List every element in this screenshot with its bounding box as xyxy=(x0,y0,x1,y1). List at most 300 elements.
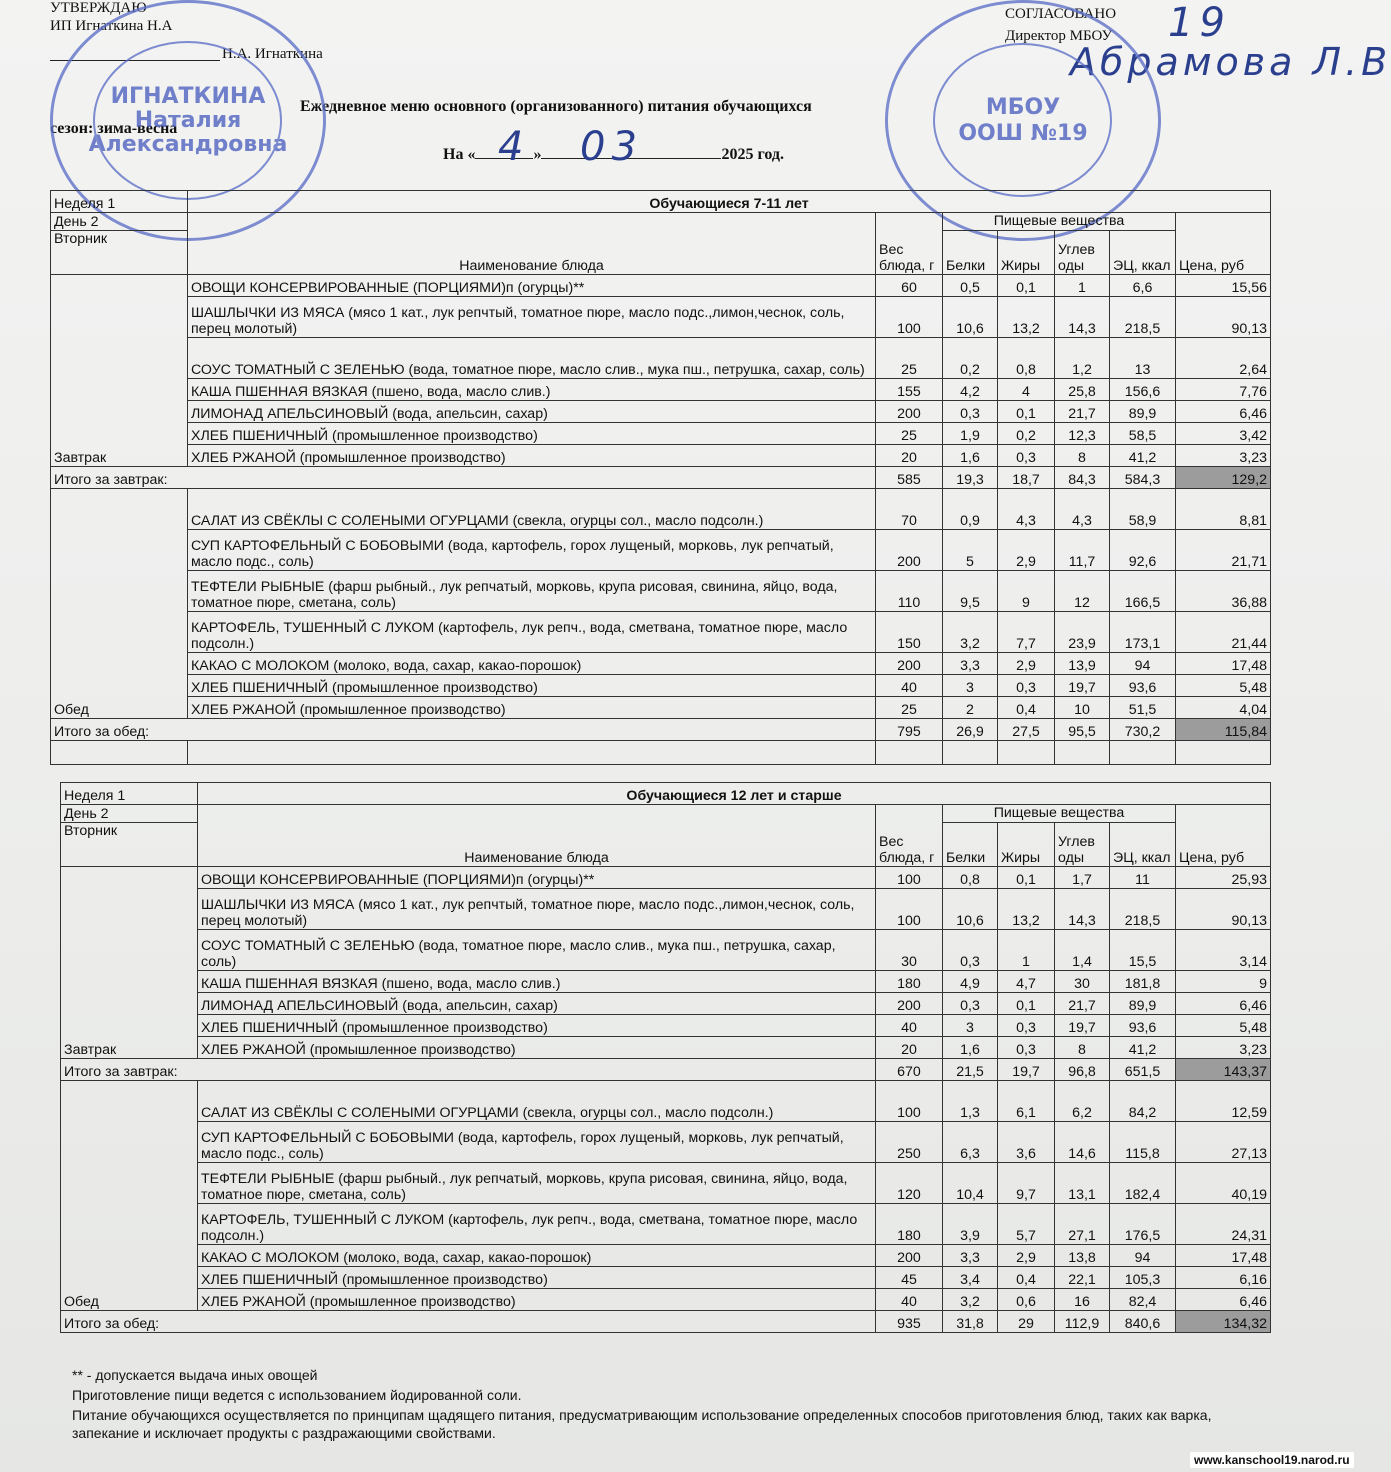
blank-row xyxy=(51,741,1271,765)
price-header: Цена, руб xyxy=(1176,213,1271,275)
approver-name: Н.А. Игнаткина xyxy=(222,46,323,62)
nutrient-value: 60 xyxy=(876,275,943,297)
table-row xyxy=(51,612,1271,653)
total-value: 670 xyxy=(876,1059,943,1081)
dish-name: КАША ПШЕННАЯ ВЯЗКАЯ (пшено, вода, масло слив.) xyxy=(188,379,876,401)
nutrient-value: 6,6 xyxy=(1110,275,1176,297)
table-row xyxy=(51,571,1271,612)
week-label: Неделя 1 xyxy=(51,191,188,213)
meal-name: Завтрак xyxy=(51,275,188,467)
date-line: На « » 2025 год. xyxy=(443,146,784,163)
nutrient-value: 8 xyxy=(1055,1037,1110,1059)
nutrient-value: 0,4 xyxy=(998,697,1055,719)
dish-name: ХЛЕБ ПШЕНИЧНЫЙ (промышленное производство) xyxy=(198,1267,876,1289)
table-row xyxy=(51,191,1271,213)
approve-label: УТВЕРЖДАЮ xyxy=(50,0,147,16)
dish-name: ХЛЕБ ПШЕНИЧНЫЙ (промышленное производство) xyxy=(188,423,876,445)
nutrient-value: 10,6 xyxy=(943,889,998,930)
nutrient-value: 0,3 xyxy=(943,401,998,423)
total-value: 795 xyxy=(876,719,943,741)
nutrient-value: 58,9 xyxy=(1110,489,1176,530)
nutrient-value: 1 xyxy=(998,930,1055,971)
nutrient-value: 93,6 xyxy=(1110,1015,1176,1037)
nutrient-value: 40 xyxy=(876,675,943,697)
dish-price: 3,23 xyxy=(1176,445,1271,467)
dish-price: 7,76 xyxy=(1176,379,1271,401)
season-label: сезон: зима-весна xyxy=(50,120,178,137)
total-value: 730,2 xyxy=(1110,719,1176,741)
nutrient-value: 15,5 xyxy=(1110,930,1176,971)
nutrient-value: 0,1 xyxy=(998,993,1055,1015)
nutrient-value: 21,7 xyxy=(1055,993,1110,1015)
nutrient-value: 16 xyxy=(1055,1289,1110,1311)
total-price: 129,2 xyxy=(1176,467,1271,489)
nutrient-value: 9,5 xyxy=(943,571,998,612)
weight-header: Вес блюда, г xyxy=(876,213,943,275)
nutrient-value: 0,1 xyxy=(998,275,1055,297)
energy-header: ЭЦ, ккал xyxy=(1110,823,1176,867)
dish-name: ТЕФТЕЛИ РЫБНЫЕ (фарш рыбный., лук репчатый, морковь, крупа рисовая, свинина, яйцо, вода, томатное пюре, сметана, соль) xyxy=(188,571,876,612)
total-value: 31,8 xyxy=(943,1311,998,1333)
nutrient-value: 0,5 xyxy=(943,275,998,297)
total-value: 29 xyxy=(998,1311,1055,1333)
table-row xyxy=(51,423,1271,445)
dish-price: 4,04 xyxy=(1176,697,1271,719)
dish-name: ХЛЕБ РЖАНОЙ (промышленное производство) xyxy=(188,697,876,719)
blank-cell xyxy=(943,741,998,765)
table-row xyxy=(61,889,1271,930)
group-title: Обучающиеся 12 лет и старше xyxy=(198,783,1271,805)
dish-name: ХЛЕБ РЖАНОЙ (промышленное производство) xyxy=(198,1289,876,1311)
blank-cell xyxy=(1176,741,1271,765)
nutrient-value: 218,5 xyxy=(1110,297,1176,338)
dish-name: СУП КАРТОФЕЛЬНЫЙ С БОБОВЫМИ (вода, картофель, горох лущеный, морковь, лук репчатый, масло подс., соль) xyxy=(188,530,876,571)
nutrient-value: 3 xyxy=(943,1015,998,1037)
dish-price: 6,46 xyxy=(1176,1289,1271,1311)
agree-label: СОГЛАСОВАНО xyxy=(1005,6,1117,22)
nutrient-value: 173,1 xyxy=(1110,612,1176,653)
nutrient-value: 0,3 xyxy=(998,675,1055,697)
dish-name: САЛАТ ИЗ СВЁКЛЫ С СОЛЕНЫМИ ОГУРЦАМИ (свекла, огурцы сол., масло подсолн.) xyxy=(188,489,876,530)
nutrient-value: 0,1 xyxy=(998,867,1055,889)
nutrient-value: 25 xyxy=(876,338,943,379)
nutrient-value: 5,7 xyxy=(998,1204,1055,1245)
table-row xyxy=(51,653,1271,675)
table-row xyxy=(61,1163,1271,1204)
nutrient-value: 13,1 xyxy=(1055,1163,1110,1204)
nutrient-value: 181,8 xyxy=(1110,971,1176,993)
total-price: 134,32 xyxy=(1176,1311,1271,1333)
total-label: Итого за завтрак: xyxy=(51,467,876,489)
total-value: 840,6 xyxy=(1110,1311,1176,1333)
left-stamp-text: ИГНАТКИНА Наталия Александровна xyxy=(88,83,288,157)
nutrient-value: 13,2 xyxy=(998,297,1055,338)
dish-name: КАКАО С МОЛОКОМ (молоко, вода, сахар, какао-порошок) xyxy=(198,1245,876,1267)
approver-org: ИП Игнаткина Н.А xyxy=(50,18,173,34)
blank-cell xyxy=(1055,741,1110,765)
dish-price: 5,48 xyxy=(1176,1015,1271,1037)
nutrient-value: 0,8 xyxy=(943,867,998,889)
nutrient-value: 100 xyxy=(876,889,943,930)
total-value: 935 xyxy=(876,1311,943,1333)
meal-name: Обед xyxy=(51,489,188,719)
dish-name: ХЛЕБ РЖАНОЙ (промышленное производство) xyxy=(188,445,876,467)
nutrient-value: 22,1 xyxy=(1055,1267,1110,1289)
dish-name: ШАШЛЫЧКИ ИЗ МЯСА (мясо 1 кат., лук репчтый, томатное пюре, масло подс.,лимон,чеснок, соль, перец молотый) xyxy=(198,889,876,930)
nutrient-value: 82,4 xyxy=(1110,1289,1176,1311)
dish-name: САЛАТ ИЗ СВЁКЛЫ С СОЛЕНЫМИ ОГУРЦАМИ (свекла, огурцы сол., масло подсолн.) xyxy=(198,1081,876,1122)
nutrient-value: 3,2 xyxy=(943,1289,998,1311)
nutrient-value: 14,6 xyxy=(1055,1122,1110,1163)
nutrient-value: 2 xyxy=(943,697,998,719)
dish-price: 5,48 xyxy=(1176,675,1271,697)
meal-name: Завтрак xyxy=(61,867,198,1059)
table-row xyxy=(61,1015,1271,1037)
menu-table-12-plus xyxy=(60,782,1271,1333)
nutrient-value: 27,1 xyxy=(1055,1204,1110,1245)
nutrient-value: 180 xyxy=(876,1204,943,1245)
dish-price: 27,13 xyxy=(1176,1122,1271,1163)
dish-price: 6,46 xyxy=(1176,401,1271,423)
nutrient-value: 25,8 xyxy=(1055,379,1110,401)
dish-price: 36,88 xyxy=(1176,571,1271,612)
day-label: День 2 xyxy=(51,213,188,231)
dish-name: ХЛЕБ ПШЕНИЧНЫЙ (промышленное производство) xyxy=(198,1015,876,1037)
table-row xyxy=(51,338,1271,379)
total-label: Итого за обед: xyxy=(61,1311,876,1333)
nutrient-value: 1,4 xyxy=(1055,930,1110,971)
table-row xyxy=(51,401,1271,423)
nutrient-value: 25 xyxy=(876,423,943,445)
total-value: 95,5 xyxy=(1055,719,1110,741)
total-value: 584,3 xyxy=(1110,467,1176,489)
table-row xyxy=(61,1289,1271,1311)
table-row xyxy=(61,1081,1271,1122)
nutrient-value: 218,5 xyxy=(1110,889,1176,930)
dish-name: СУП КАРТОФЕЛЬНЫЙ С БОБОВЫМИ (вода, картофель, горох лущеный, морковь, лук репчатый, масло подс., соль) xyxy=(198,1122,876,1163)
dish-name: СОУС ТОМАТНЫЙ С ЗЕЛЕНЬЮ (вода, томатное пюре, масло слив., мука пш., петрушка, сахар, соль) xyxy=(188,338,876,379)
total-value: 112,9 xyxy=(1055,1311,1110,1333)
table-row xyxy=(51,275,1271,297)
dish-price: 40,19 xyxy=(1176,1163,1271,1204)
nutrient-value: 14,3 xyxy=(1055,297,1110,338)
handwritten-month: 03 xyxy=(580,124,643,170)
nutrient-value: 20 xyxy=(876,445,943,467)
total-value: 26,9 xyxy=(943,719,998,741)
handwritten-day: 4 xyxy=(498,124,530,170)
total-value: 96,8 xyxy=(1055,1059,1110,1081)
nutrient-value: 13,8 xyxy=(1055,1245,1110,1267)
nutrient-value: 41,2 xyxy=(1110,445,1176,467)
nutrient-value: 156,6 xyxy=(1110,379,1176,401)
nutrient-value: 100 xyxy=(876,1081,943,1122)
dish-price: 17,48 xyxy=(1176,653,1271,675)
nutrient-value: 1,6 xyxy=(943,1037,998,1059)
nutrient-value: 200 xyxy=(876,993,943,1015)
total-value: 27,5 xyxy=(998,719,1055,741)
total-value: 18,7 xyxy=(998,467,1055,489)
table-row xyxy=(51,379,1271,401)
dish-name: ХЛЕБ РЖАНОЙ (промышленное производство) xyxy=(198,1037,876,1059)
nutrient-value: 45 xyxy=(876,1267,943,1289)
total-row xyxy=(61,1059,1271,1081)
blank-cell xyxy=(188,741,876,765)
menu-table-7-11 xyxy=(50,190,1271,765)
total-label: Итого за обед: xyxy=(51,719,876,741)
nutrient-value: 13 xyxy=(1110,338,1176,379)
total-value: 585 xyxy=(876,467,943,489)
nutrient-value: 2,9 xyxy=(998,653,1055,675)
table-row xyxy=(51,697,1271,719)
dish-name: ОВОЩИ КОНСЕРВИРОВАННЫЕ (ПОРЦИЯМИ)п (огурцы)** xyxy=(198,867,876,889)
dish-price: 24,31 xyxy=(1176,1204,1271,1245)
nutrient-value: 120 xyxy=(876,1163,943,1204)
fat-header: Жиры xyxy=(998,823,1055,867)
nutrient-value: 6,3 xyxy=(943,1122,998,1163)
dish-name: ОВОЩИ КОНСЕРВИРОВАННЫЕ (ПОРЦИЯМИ)п (огурцы)** xyxy=(188,275,876,297)
nutrient-value: 1,2 xyxy=(1055,338,1110,379)
dish-price: 6,46 xyxy=(1176,993,1271,1015)
dish-header: Наименование блюда xyxy=(198,805,876,867)
nutrient-value: 11,7 xyxy=(1055,530,1110,571)
nutrient-value: 19,7 xyxy=(1055,1015,1110,1037)
total-row xyxy=(51,467,1271,489)
nutrient-value: 10,4 xyxy=(943,1163,998,1204)
nutrient-value: 2,9 xyxy=(998,1245,1055,1267)
handwritten-number: 19 xyxy=(1168,0,1231,46)
nutrient-value: 0,3 xyxy=(998,445,1055,467)
nutrient-value: 12,3 xyxy=(1055,423,1110,445)
table-row xyxy=(61,805,1271,823)
week-label: Неделя 1 xyxy=(61,783,198,805)
nutrient-value: 1 xyxy=(1055,275,1110,297)
dish-name: СОУС ТОМАТНЫЙ С ЗЕЛЕНЬЮ (вода, томатное пюре, масло слив., мука пш., петрушка, сахар, соль) xyxy=(198,930,876,971)
protein-header: Белки xyxy=(943,231,998,275)
nutrient-value: 3,3 xyxy=(943,1245,998,1267)
table-row xyxy=(51,213,1271,231)
price-header: Цена, руб xyxy=(1176,805,1271,867)
nutrient-value: 166,5 xyxy=(1110,571,1176,612)
total-row xyxy=(51,719,1271,741)
footnote-vegetables: ** - допускается выдача иных овощей xyxy=(72,1367,318,1383)
nutrient-value: 150 xyxy=(876,612,943,653)
table-row xyxy=(61,1204,1271,1245)
dish-price: 21,71 xyxy=(1176,530,1271,571)
nutrient-value: 4,3 xyxy=(1055,489,1110,530)
dish-name: ХЛЕБ ПШЕНИЧНЫЙ (промышленное производство) xyxy=(188,675,876,697)
table-row xyxy=(61,1245,1271,1267)
nutrient-value: 105,3 xyxy=(1110,1267,1176,1289)
dish-name: КАША ПШЕННАЯ ВЯЗКАЯ (пшено, вода, масло слив.) xyxy=(198,971,876,993)
nutrient-value: 180 xyxy=(876,971,943,993)
nutrient-value: 4,7 xyxy=(998,971,1055,993)
table-row xyxy=(51,489,1271,530)
blank-cell xyxy=(51,741,188,765)
total-row xyxy=(61,1311,1271,1333)
dish-price: 15,56 xyxy=(1176,275,1271,297)
nutrient-value: 89,9 xyxy=(1110,993,1176,1015)
watermark-url: www.kanschool19.narod.ru xyxy=(1190,1452,1354,1468)
nutrient-value: 0,6 xyxy=(998,1289,1055,1311)
nutrient-value: 6,2 xyxy=(1055,1081,1110,1122)
total-value: 84,3 xyxy=(1055,467,1110,489)
nutrient-value: 0,4 xyxy=(998,1267,1055,1289)
nutrient-value: 3,4 xyxy=(943,1267,998,1289)
dish-price: 25,93 xyxy=(1176,867,1271,889)
nutrient-value: 0,2 xyxy=(998,423,1055,445)
dish-price: 21,44 xyxy=(1176,612,1271,653)
nutrient-value: 100 xyxy=(876,297,943,338)
nutrient-value: 4 xyxy=(998,379,1055,401)
nutrient-value: 3,3 xyxy=(943,653,998,675)
nutrient-value: 0,2 xyxy=(943,338,998,379)
day-label: День 2 xyxy=(61,805,198,823)
table-row xyxy=(61,1122,1271,1163)
nutrient-value: 0,3 xyxy=(998,1015,1055,1037)
table-row xyxy=(51,675,1271,697)
nutrient-value: 9 xyxy=(998,571,1055,612)
group-title: Обучающиеся 7-11 лет xyxy=(188,191,1271,213)
dish-price: 90,13 xyxy=(1176,889,1271,930)
nutrient-value: 10,6 xyxy=(943,297,998,338)
footnote-diet: Питание обучающихся осуществляется по принципам щадящего питания, предусматривающим использование определенных способов приготовления блюд, таких как варка, запекание и исключает продукты с раздражающими свойствами. xyxy=(72,1407,1212,1441)
nutrient-value: 19,7 xyxy=(1055,675,1110,697)
nutrient-value: 176,5 xyxy=(1110,1204,1176,1245)
total-value: 19,7 xyxy=(998,1059,1055,1081)
nutrient-value: 3,2 xyxy=(943,612,998,653)
nutrient-value: 250 xyxy=(876,1122,943,1163)
nutrient-value: 6,1 xyxy=(998,1081,1055,1122)
nutrients-header: Пищевые вещества xyxy=(943,213,1176,231)
table-row xyxy=(61,1267,1271,1289)
total-price: 143,37 xyxy=(1176,1059,1271,1081)
table-row xyxy=(61,993,1271,1015)
nutrient-value: 89,9 xyxy=(1110,401,1176,423)
nutrient-value: 110 xyxy=(876,571,943,612)
dish-price: 3,42 xyxy=(1176,423,1271,445)
dish-price: 3,14 xyxy=(1176,930,1271,971)
nutrient-value: 0,8 xyxy=(998,338,1055,379)
table-row xyxy=(51,530,1271,571)
carbs-header: Углев оды xyxy=(1055,231,1110,275)
nutrient-value: 200 xyxy=(876,653,943,675)
right-stamp-text: МБОУ ООШ №19 xyxy=(958,94,1088,146)
nutrient-value: 70 xyxy=(876,489,943,530)
total-value: 651,5 xyxy=(1110,1059,1176,1081)
nutrient-value: 4,9 xyxy=(943,971,998,993)
nutrient-value: 30 xyxy=(1055,971,1110,993)
dish-name: ТЕФТЕЛИ РЫБНЫЕ (фарш рыбный., лук репчатый, морковь, крупа рисовая, свинина, яйцо, вода, томатное пюре, сметана, соль) xyxy=(198,1163,876,1204)
weekday-label: Вторник xyxy=(51,231,188,275)
nutrient-value: 51,5 xyxy=(1110,697,1176,719)
nutrient-value: 0,1 xyxy=(998,401,1055,423)
nutrient-value: 200 xyxy=(876,530,943,571)
dish-header: Наименование блюда xyxy=(188,213,876,275)
nutrient-value: 92,6 xyxy=(1110,530,1176,571)
nutrient-value: 3 xyxy=(943,675,998,697)
dish-price: 17,48 xyxy=(1176,1245,1271,1267)
blank-cell xyxy=(876,741,943,765)
nutrient-value: 4,3 xyxy=(998,489,1055,530)
nutrient-value: 0,3 xyxy=(943,930,998,971)
nutrient-value: 0,3 xyxy=(998,1037,1055,1059)
nutrient-value: 20 xyxy=(876,1037,943,1059)
nutrient-value: 30 xyxy=(876,930,943,971)
blank-cell xyxy=(998,741,1055,765)
dish-name: ШАШЛЫЧКИ ИЗ МЯСА (мясо 1 кат., лук репчтый, томатное пюре, масло подс.,лимон,чеснок, соль, перец молотый) xyxy=(188,297,876,338)
dish-name: КАРТОФЕЛЬ, ТУШЕННЫЙ С ЛУКОМ (картофель, лук репч., вода, сметвана, томатное пюре, масло подсолн.) xyxy=(198,1204,876,1245)
nutrient-value: 9,7 xyxy=(998,1163,1055,1204)
table-row xyxy=(61,783,1271,805)
dish-price: 12,59 xyxy=(1176,1081,1271,1122)
nutrient-value: 3,6 xyxy=(998,1122,1055,1163)
nutrient-value: 40 xyxy=(876,1289,943,1311)
nutrient-value: 2,9 xyxy=(998,530,1055,571)
agree-position: Директор МБОУ xyxy=(1005,28,1113,44)
nutrient-value: 1,3 xyxy=(943,1081,998,1122)
nutrient-value: 94 xyxy=(1110,1245,1176,1267)
nutrient-value: 8 xyxy=(1055,445,1110,467)
nutrient-value: 5 xyxy=(943,530,998,571)
nutrient-value: 40 xyxy=(876,1015,943,1037)
total-label: Итого за завтрак: xyxy=(61,1059,876,1081)
dish-price: 3,23 xyxy=(1176,1037,1271,1059)
blank-cell xyxy=(1110,741,1176,765)
nutrient-value: 7,7 xyxy=(998,612,1055,653)
weight-header: Вес блюда, г xyxy=(876,805,943,867)
dish-name: ЛИМОНАД АПЕЛЬСИНОВЫЙ (вода, апельсин, сахар) xyxy=(188,401,876,423)
nutrient-value: 200 xyxy=(876,1245,943,1267)
carbs-header: Углев оды xyxy=(1055,823,1110,867)
page-title: Ежедневное меню основного (организованного) питания обучающихся xyxy=(300,98,812,115)
nutrient-value: 1,7 xyxy=(1055,867,1110,889)
dish-name: ЛИМОНАД АПЕЛЬСИНОВЫЙ (вода, апельсин, сахар) xyxy=(198,993,876,1015)
nutrient-value: 93,6 xyxy=(1110,675,1176,697)
nutrient-value: 12 xyxy=(1055,571,1110,612)
nutrient-value: 4,2 xyxy=(943,379,998,401)
nutrient-value: 10 xyxy=(1055,697,1110,719)
meal-name: Обед xyxy=(61,1081,198,1311)
table-row xyxy=(51,297,1271,338)
nutrient-value: 14,3 xyxy=(1055,889,1110,930)
nutrient-value: 115,8 xyxy=(1110,1122,1176,1163)
table-row xyxy=(61,1037,1271,1059)
fat-header: Жиры xyxy=(998,231,1055,275)
total-value: 19,3 xyxy=(943,467,998,489)
dish-price: 9 xyxy=(1176,971,1271,993)
nutrient-value: 58,5 xyxy=(1110,423,1176,445)
table-row xyxy=(61,971,1271,993)
dish-price: 6,16 xyxy=(1176,1267,1271,1289)
weekday-label: Вторник xyxy=(61,823,198,867)
total-price: 115,84 xyxy=(1176,719,1271,741)
nutrient-value: 3,9 xyxy=(943,1204,998,1245)
nutrient-value: 100 xyxy=(876,867,943,889)
nutrient-value: 13,9 xyxy=(1055,653,1110,675)
nutrient-value: 13,2 xyxy=(998,889,1055,930)
nutrient-value: 94 xyxy=(1110,653,1176,675)
nutrient-value: 0,9 xyxy=(943,489,998,530)
dish-name: КАКАО С МОЛОКОМ (молоко, вода, сахар, какао-порошок) xyxy=(188,653,876,675)
protein-header: Белки xyxy=(943,823,998,867)
table-row xyxy=(61,930,1271,971)
footnote-salt: Приготовление пищи ведется с использованием йодированной соли. xyxy=(72,1387,522,1403)
table-row xyxy=(61,867,1271,889)
total-value: 21,5 xyxy=(943,1059,998,1081)
nutrient-value: 0,3 xyxy=(943,993,998,1015)
nutrient-value: 200 xyxy=(876,401,943,423)
nutrient-value: 11 xyxy=(1110,867,1176,889)
